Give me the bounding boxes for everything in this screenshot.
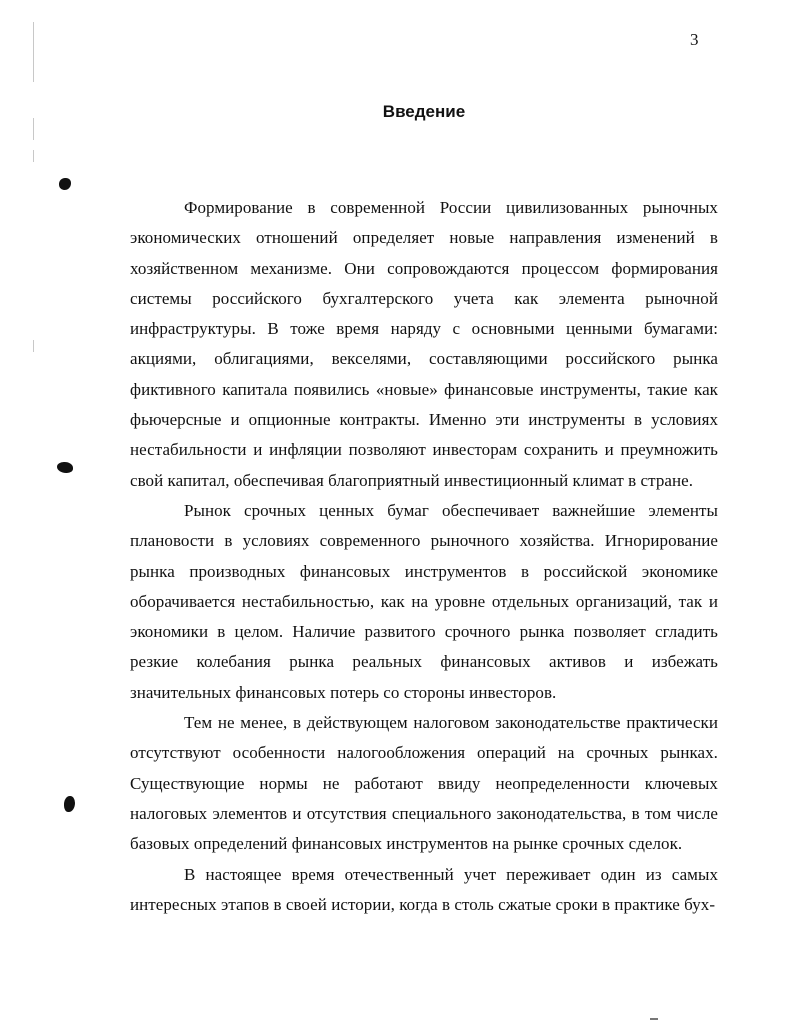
document-body (130, 193, 718, 920)
page-number: 3 (690, 30, 699, 49)
page-title: Введение (382, 102, 466, 121)
punch-hole-mark (59, 178, 71, 190)
scan-speck (650, 1018, 658, 1020)
binder-line (33, 22, 34, 82)
binder-line (33, 340, 34, 352)
paragraph-1: Формирование в современной России цивилизованных рыночных экономических отношений определяет новые направления изменений в хозяйственном механизме. Они сопровождаются процессом формирования системы российского бухгалтерского учета как элемента рыночной инфраструктуры. В тоже время наряду с основными ценными бумагами: акциями, облигациями, векселями, составляющими российского рынка фиктивного капитала появились «новые» финансовые инструменты, такие как фьючерсные и опционные контракты. Именно эти инструменты в условиях нестабильности и инфляции позволяют инвесторам сохранить и преумножить свой капитал, обеспечивая благоприятный инвестиционный климат в стране. (130, 198, 718, 490)
paragraph-2: Рынок срочных ценных бумаг обеспечивает важнейшие элементы плановости в условиях современного рыночного хозяйства. Игнорирование рынка производных финансовых инструментов в российской экономике оборачивается нестабильностью, как на уровне отдельных организаций, так и экономики в целом. Наличие развитого срочного рынка позволяет сгладить резкие колебания рынка реальных финансовых активов и избежать значительных финансовых потерь со стороны инвесторов. (130, 500, 718, 702)
punch-hole-mark (57, 462, 73, 473)
paragraph-3: Тем не менее, в действующем налоговом законодательстве практически отсутствуют особенности налогообложения операций на срочных рынках. Существующие нормы не работают ввиду неопределенности ключевых налоговых элементов и отсутствия специального законодательства, в том числе базовых определений финансовых инструментов на рынке срочных сделок. (130, 713, 718, 854)
binder-line (33, 150, 34, 162)
punch-hole-mark (64, 796, 75, 812)
paragraph-4: В настоящее время отечественный учет переживает один из самых интересных этапов в своей истории, когда в столь сжатые сроки в практике бух- (130, 864, 718, 914)
